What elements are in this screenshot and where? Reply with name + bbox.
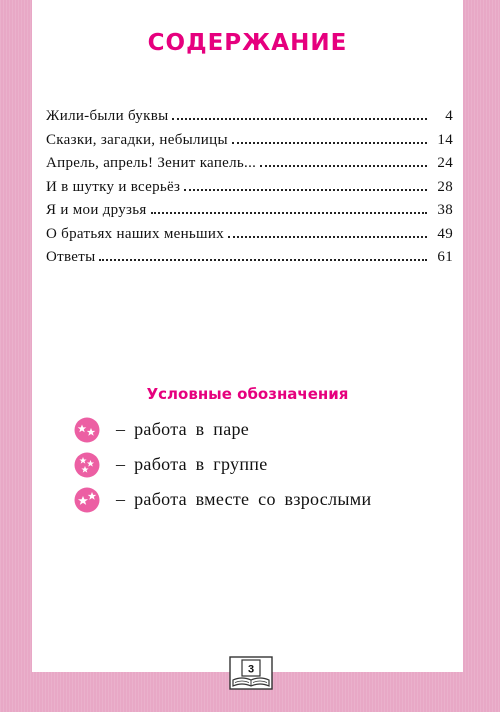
page-sheet	[32, 0, 463, 672]
toc-entry-page: 28	[437, 178, 453, 195]
toc-entry-page: 38	[437, 202, 453, 218]
dot-leader	[151, 212, 427, 214]
legend-title: Условные обозначения	[146, 385, 349, 403]
toc-entry[interactable]	[46, 202, 453, 226]
toc-entry-title: Ответы	[46, 249, 96, 265]
dot-leader	[99, 259, 427, 261]
two-stars-icon	[74, 417, 100, 443]
toc-entry-page: 4	[445, 108, 453, 124]
dot-leader	[232, 142, 427, 144]
toc-entry-title: Я и мои друзья	[46, 202, 147, 218]
toc-entry[interactable]	[46, 155, 453, 179]
dot-leader	[172, 118, 427, 120]
toc-entry-title: И в шутку и всерьёз	[46, 178, 181, 195]
toc-entry-title: Сказки, загадки, небылицы	[46, 131, 228, 148]
toc-entry[interactable]	[46, 249, 453, 273]
toc-entry[interactable]	[46, 226, 453, 250]
three-stars-icon	[74, 452, 100, 478]
toc-entry-page: 61	[437, 249, 453, 265]
legend-item-text: – работа в группе	[116, 454, 268, 474]
page-number: 3	[247, 663, 255, 676]
toc-entry[interactable]	[46, 179, 453, 203]
legend-item	[74, 447, 371, 482]
table-of-contents	[46, 108, 453, 273]
legend	[74, 412, 371, 517]
dot-leader	[184, 189, 427, 191]
page-number-badge	[229, 656, 273, 690]
dot-leader	[260, 165, 427, 167]
legend-item	[74, 412, 371, 447]
star-with-adult-icon	[74, 487, 100, 513]
dot-leader	[228, 236, 427, 238]
toc-entry-page: 14	[437, 131, 453, 148]
legend-item	[74, 482, 371, 517]
toc-entry-page: 49	[437, 225, 453, 242]
toc-entry-title: Жили-были буквы	[46, 108, 169, 124]
page-title: СОДЕРЖАНИЕ	[147, 30, 348, 56]
toc-entry[interactable]	[46, 108, 453, 132]
legend-item-text: – работа вместе со взрослыми	[116, 489, 372, 509]
legend-item-text: – работа в паре	[116, 419, 250, 439]
toc-entry[interactable]	[46, 132, 453, 156]
toc-entry-title: Апрель, апрель! Зенит капель...	[46, 155, 257, 171]
toc-entry-page: 24	[437, 155, 453, 171]
toc-entry-title: О братьях наших меньших	[46, 225, 225, 242]
